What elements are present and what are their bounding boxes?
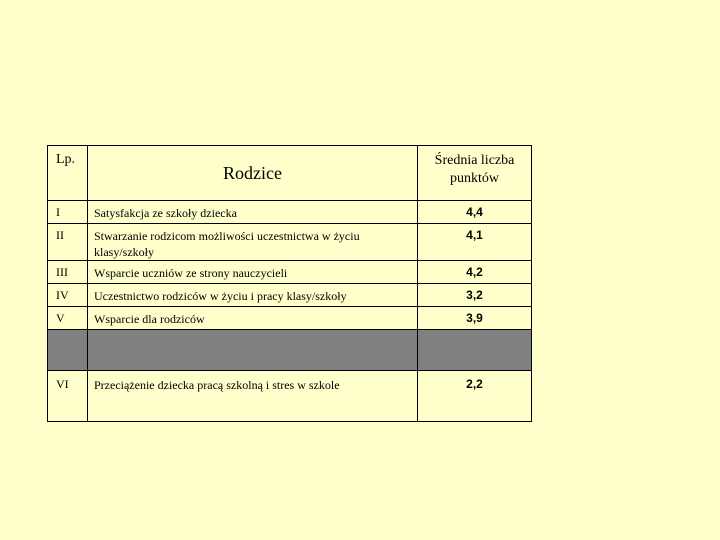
table-row	[48, 224, 532, 261]
row-number: II	[48, 224, 88, 261]
row-value: 4,2	[418, 261, 532, 284]
row-value: 3,9	[418, 307, 532, 330]
header-lp: Lp.	[48, 146, 88, 201]
row-value: 2,2	[418, 371, 532, 422]
header-title: Rodzice	[88, 146, 418, 201]
separator-row	[48, 330, 532, 371]
row-value: 3,2	[418, 284, 532, 307]
row-label: Wsparcie dla rodziców	[88, 307, 418, 330]
header-row	[48, 146, 532, 201]
table-row	[48, 307, 532, 330]
row-number: III	[48, 261, 88, 284]
separator-cell	[88, 330, 418, 371]
results-table	[47, 145, 532, 422]
header-score: Średnia liczba punktów	[418, 146, 532, 201]
row-number: V	[48, 307, 88, 330]
table-row	[48, 261, 532, 284]
row-label: Uczestnictwo rodziców w życiu i pracy klasy/szkoły	[88, 284, 418, 307]
row-number: VI	[48, 371, 88, 422]
row-label: Wsparcie uczniów ze strony nauczycieli	[88, 261, 418, 284]
table-row	[48, 201, 532, 224]
separator-cell	[418, 330, 532, 371]
row-number: I	[48, 201, 88, 224]
row-number: IV	[48, 284, 88, 307]
row-value: 4,4	[418, 201, 532, 224]
row-label: Stwarzanie rodzicom możliwości uczestnictwa w życiu klasy/szkoły	[88, 224, 418, 261]
separator-cell	[48, 330, 88, 371]
table-row	[48, 284, 532, 307]
row-value: 4,1	[418, 224, 532, 261]
row-label: Przeciążenie dziecka pracą szkolną i stres w szkole	[88, 371, 418, 422]
row-label: Satysfakcja ze szkoły dziecka	[88, 201, 418, 224]
table-row	[48, 371, 532, 422]
